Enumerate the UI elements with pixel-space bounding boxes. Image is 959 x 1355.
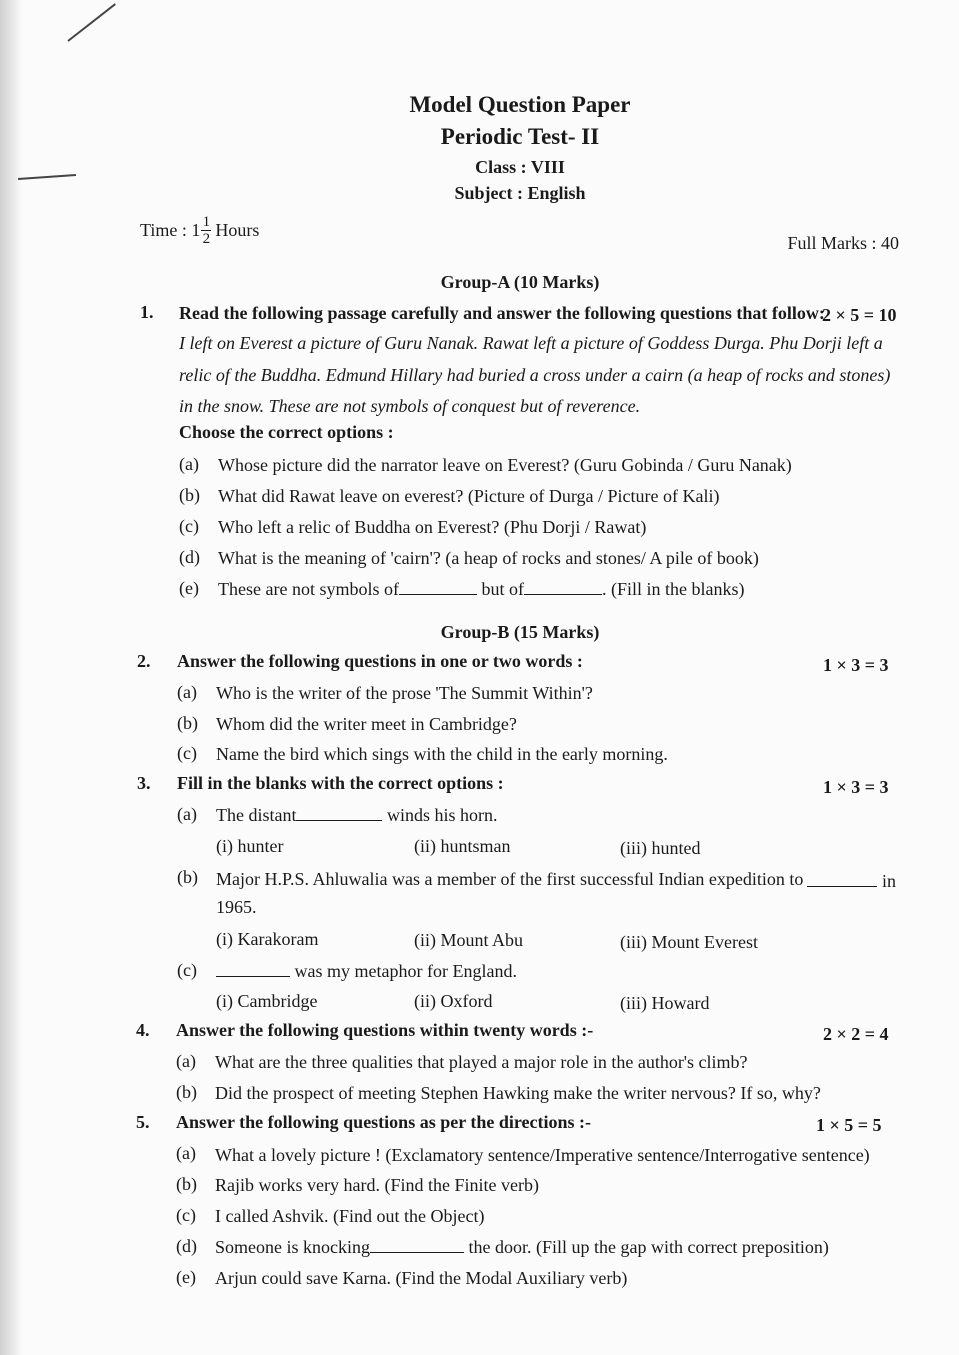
fraction-denominator: 2 — [202, 231, 211, 247]
subject-label: Subject : English — [454, 183, 586, 203]
fill-blank — [370, 1238, 464, 1253]
item-text: Someone is knocking — [215, 1237, 370, 1257]
question-number: 1. — [140, 302, 154, 322]
question-item: What a lovely picture ! (Exclamatory sentence/Imperative sentence/Interrogative sentence) — [215, 1145, 870, 1165]
item-label: (a) — [176, 1143, 196, 1163]
question-marks: 1 × 3 = 3 — [823, 777, 889, 797]
full-marks: Full Marks : 40 — [787, 233, 899, 253]
item-label: (b) — [176, 1174, 197, 1194]
question-number: 2. — [137, 651, 151, 671]
question-number: 4. — [136, 1020, 150, 1040]
question-text: Answer the following questions as per the directions :- — [176, 1112, 592, 1132]
question-text: Fill in the blanks with the correct options : — [177, 773, 504, 793]
question-item: Who left a relic of Buddha on Everest? (Phu Dorji / Rawat) — [218, 517, 647, 537]
item-label: (b) — [179, 485, 200, 505]
question-item — [216, 805, 498, 826]
item-text: 1965. — [216, 897, 257, 917]
item-text: The distant — [216, 805, 297, 825]
question-marks: 2 × 5 = 10 — [822, 305, 897, 325]
item-label: (c) — [177, 960, 197, 980]
question-item: Whom did the writer meet in Cambridge? — [216, 714, 517, 734]
test-name: Periodic Test- II — [440, 124, 600, 149]
option: (ii) Mount Abu — [414, 930, 524, 950]
group-b-heading: Group-B (15 Marks) — [440, 622, 600, 642]
fill-blank — [216, 962, 290, 977]
item-label: (d) — [176, 1236, 197, 1256]
question-number: 3. — [137, 773, 151, 793]
question-item: What did Rawat leave on everest? (Picture of Durga / Picture of Kali) — [218, 486, 720, 506]
question-text: Answer the following questions in one or two words : — [177, 651, 583, 671]
item-label: (c) — [177, 743, 197, 763]
item-text: but of — [481, 579, 524, 599]
fill-blank — [296, 806, 382, 821]
item-label: (b) — [176, 1082, 197, 1102]
pen-mark — [67, 3, 116, 42]
question-marks: 1 × 3 = 3 — [823, 655, 889, 675]
item-label: (e) — [176, 1267, 196, 1287]
question-item — [218, 579, 744, 600]
question-item: I called Ashvik. (Find out the Object) — [215, 1206, 485, 1226]
item-label: (a) — [179, 454, 199, 474]
item-label: (b) — [177, 713, 198, 733]
time-unit: Hours — [215, 220, 260, 240]
item-label: (e) — [179, 578, 199, 598]
fill-blank — [399, 580, 477, 595]
fraction-numerator: 1 — [202, 214, 211, 230]
question-text: Answer the following questions within twenty words :- — [176, 1020, 594, 1040]
passage: I left on Everest a picture of Guru Nanak. Rawat left a picture of Goddess Durga. Phu Dorji left a relic of the Buddha. Edmund Hillary had buried a cross under a cairn (a heap of rocks and stones) in the snow. These are not symbols of conquest but of reverence. — [179, 333, 891, 416]
question-item: Who is the writer of the prose 'The Summit Within'? — [216, 683, 593, 703]
item-text: the door. (Fill up the gap with correct preposition) — [468, 1237, 829, 1257]
item-label: (b) — [177, 867, 198, 887]
item-text: was my metaphor for England. — [294, 961, 517, 981]
question-text: Read the following passage carefully and answer the following questions that follow: — [179, 303, 825, 323]
question-item: Rajib works very hard. (Find the Finite verb) — [215, 1175, 539, 1195]
question-item: Arjun could save Karna. (Find the Modal Auxiliary verb) — [215, 1268, 628, 1288]
time-prefix: Time : 1 — [140, 220, 201, 240]
option: (ii) Oxford — [414, 991, 493, 1011]
option: (i) hunter — [216, 836, 284, 856]
item-label: (d) — [179, 547, 200, 567]
item-label: (c) — [176, 1205, 196, 1225]
item-text: These are not symbols of — [218, 579, 399, 599]
group-a-heading: Group-A (10 Marks) — [440, 272, 600, 292]
time-fraction — [201, 214, 211, 247]
paper-title: Model Question Paper — [409, 92, 631, 117]
item-text: winds his horn. — [386, 805, 498, 825]
item-label: (c) — [179, 516, 199, 536]
item-text: Major H.P.S. Ahluwalia was a member of the first successful Indian expedition to — [216, 869, 804, 889]
question-item — [216, 869, 803, 890]
question-item — [216, 961, 517, 982]
option: (iii) Mount Everest — [620, 932, 758, 952]
question-item: What is the meaning of 'cairn'? (a heap of rocks and stones/ A pile of book) — [218, 548, 759, 568]
option: (iii) Howard — [620, 993, 710, 1013]
item-label: (a) — [177, 804, 197, 824]
item-label: (a) — [177, 682, 197, 702]
fill-blank — [524, 580, 602, 595]
question-item — [215, 1237, 829, 1258]
item-text: . (Fill in the blanks) — [601, 579, 745, 599]
option: (ii) huntsman — [414, 836, 511, 856]
time-allowed — [140, 214, 259, 247]
option: (iii) hunted — [620, 838, 701, 858]
question-marks: 1 × 5 = 5 — [816, 1115, 882, 1135]
question-item: Name the bird which sings with the child in the early morning. — [216, 744, 668, 764]
question-number: 5. — [136, 1112, 150, 1132]
question-marks: 2 × 2 = 4 — [823, 1024, 889, 1044]
question-item: Did the prospect of meeting Stephen Hawking make the writer nervous? If so, why? — [215, 1083, 821, 1103]
option: (i) Karakoram — [216, 929, 319, 949]
question-item: Whose picture did the narrator leave on Everest? (Guru Gobinda / Guru Nanak) — [218, 455, 792, 475]
question-item: What are the three qualities that played a major role in the author's climb? — [215, 1052, 748, 1072]
instruction: Choose the correct options : — [179, 422, 394, 442]
item-label: (a) — [176, 1051, 196, 1071]
item-text: in — [882, 871, 897, 891]
option: (i) Cambridge — [216, 991, 318, 1011]
class-label: Class : VIII — [475, 157, 565, 177]
fill-blank — [807, 872, 877, 887]
